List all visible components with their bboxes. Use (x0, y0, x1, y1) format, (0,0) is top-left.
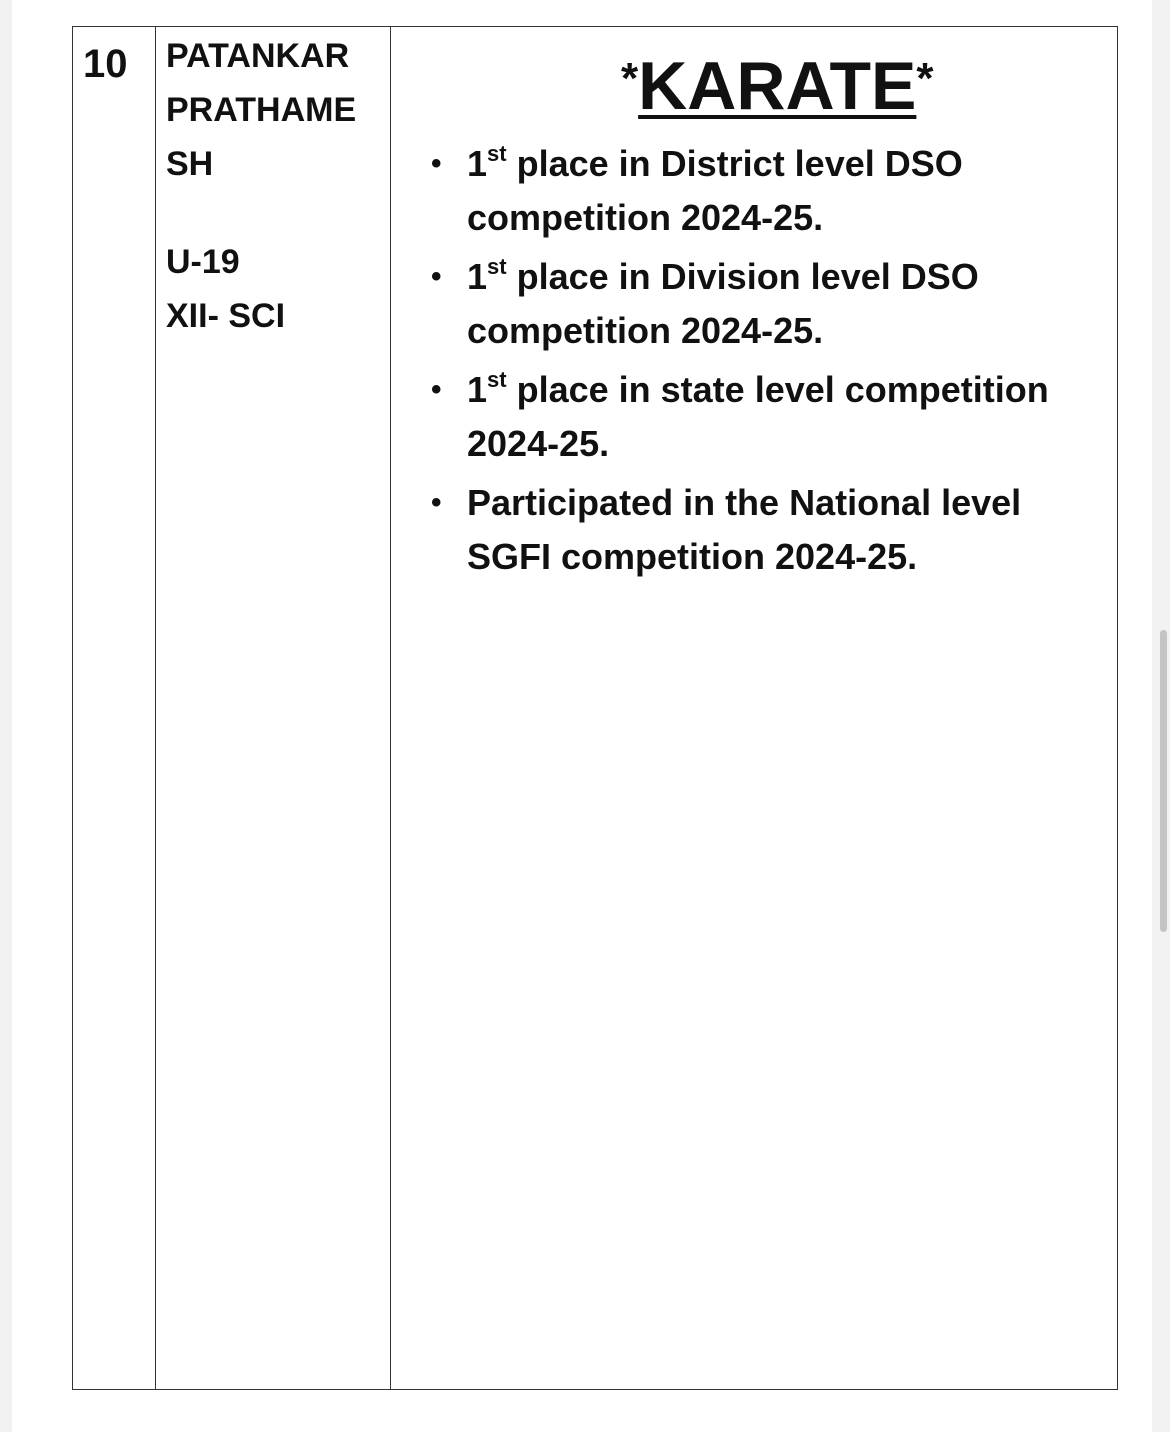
achievement-item (431, 250, 1111, 358)
student-cell (166, 29, 391, 343)
student-name-line: PATANKAR (166, 37, 350, 75)
bullet-icon: • (431, 373, 442, 406)
ordinal-suffix: st (487, 141, 507, 166)
sport-name: KARATE (638, 48, 917, 124)
bullet-icon: • (431, 147, 442, 180)
star-decoration: * (916, 54, 934, 103)
ordinal-number: 1 (467, 369, 488, 410)
achievement-item (431, 363, 1111, 471)
student-class: XII- SCI (166, 297, 286, 335)
bullet-icon: • (431, 260, 442, 293)
achievement-text: Participated in the National level SGFI competition 2024-25. (467, 482, 1022, 577)
achievement-text: place in Division level DSO competition 2024-25. (467, 256, 979, 351)
document-page (12, 0, 1152, 1432)
serial-number: 10 (83, 42, 128, 86)
achievement-item (431, 137, 1111, 245)
column-divider (155, 27, 156, 1389)
ordinal-number: 1 (467, 256, 488, 297)
sport-heading (621, 39, 934, 126)
age-category: U-19 (166, 243, 240, 281)
student-name-line: SH (166, 145, 214, 183)
achievement-list (431, 137, 1111, 589)
achievement-item (431, 476, 1111, 584)
star-decoration: * (621, 54, 639, 103)
achievement-table (72, 26, 1118, 1390)
student-name-line: PRATHAME (166, 91, 357, 129)
bullet-icon: • (431, 486, 442, 519)
vertical-scrollbar[interactable] (1160, 630, 1167, 932)
achievement-text: place in state level competition 2024-25. (467, 369, 1049, 464)
ordinal-number: 1 (467, 143, 488, 184)
achievement-text: place in District level DSO competition 2024-25. (467, 143, 963, 238)
ordinal-suffix: st (487, 367, 507, 392)
ordinal-suffix: st (487, 254, 507, 279)
